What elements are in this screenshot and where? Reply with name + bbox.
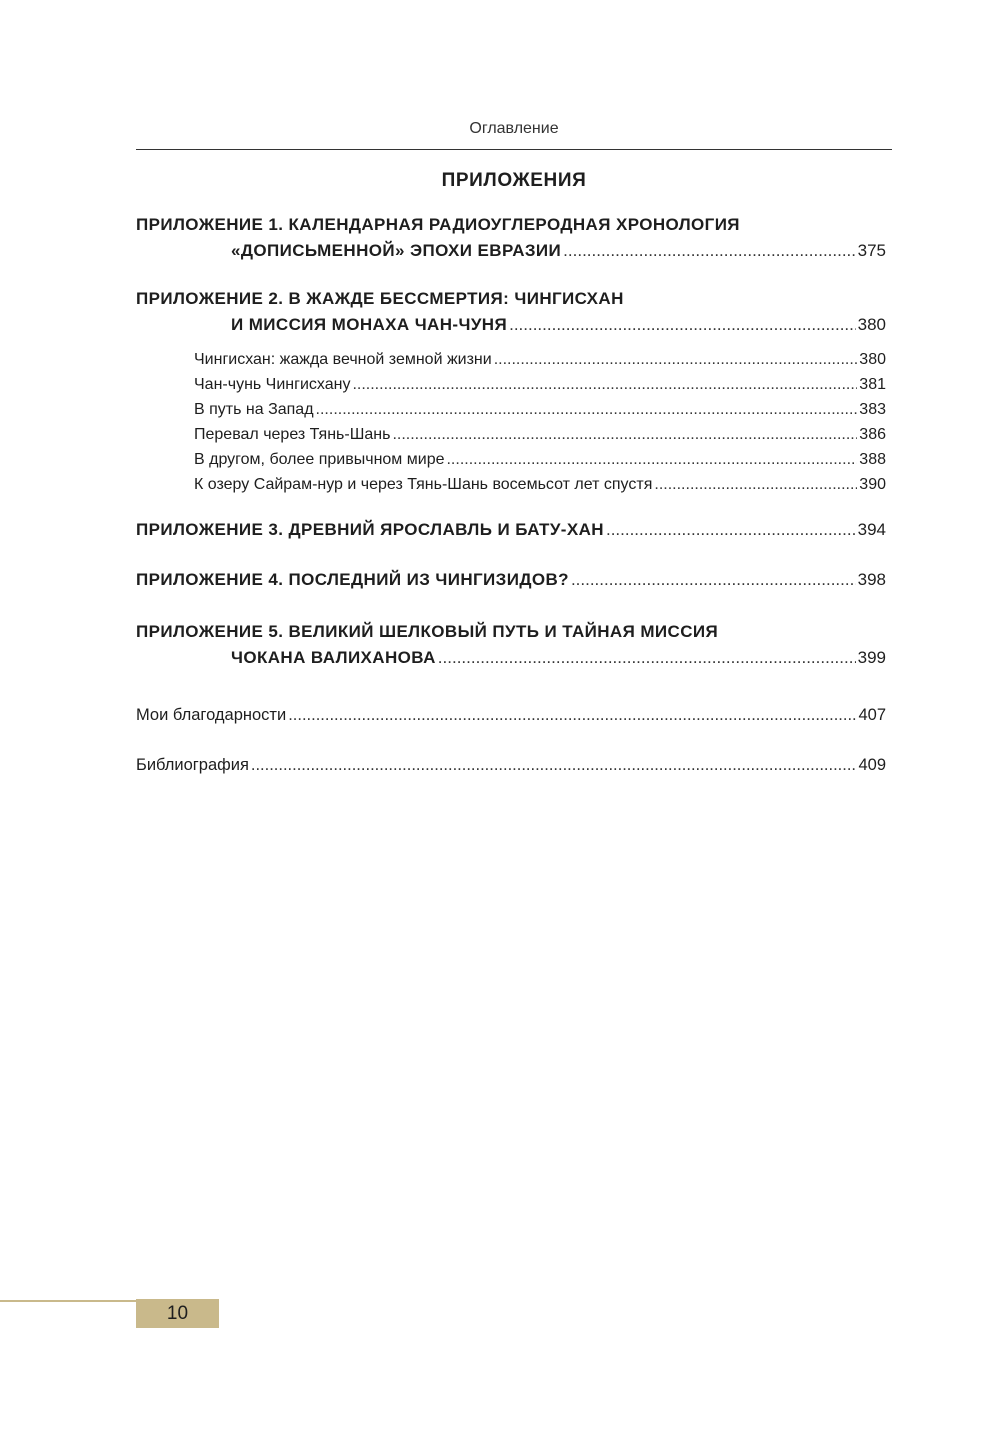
toc-subentry[interactable] [194, 422, 886, 447]
toc-subentry[interactable] [194, 447, 886, 472]
toc-appendix-2[interactable] [136, 286, 886, 338]
subentry-title: Чингисхан: жажда вечной земной жизни [194, 351, 492, 368]
page-number-badge: 10 [136, 1299, 219, 1328]
appendix-title: ПРИЛОЖЕНИЕ 3. ДРЕВНИЙ ЯРОСЛАВЛЬ И БАТУ-ХАН [136, 520, 604, 539]
toc-acknowledgements[interactable] [136, 703, 886, 728]
section-title: ПРИЛОЖЕНИЯ [441, 170, 587, 191]
page-number: 399 [857, 648, 886, 667]
page-number: 409 [858, 756, 886, 774]
leader-dots [446, 447, 857, 472]
toc-appendix-4[interactable] [136, 567, 886, 593]
toc-subentry[interactable] [194, 397, 886, 422]
toc-appendix-3[interactable] [136, 517, 886, 543]
subentry-title: Перевал через Тянь-Шань [194, 426, 391, 443]
page-number: 383 [859, 401, 886, 418]
toc-subentry[interactable] [194, 372, 886, 397]
leader-dots [352, 372, 857, 397]
leader-dots [606, 517, 856, 543]
page-number: 398 [857, 570, 886, 589]
entry-title: Библиография [136, 756, 249, 774]
page-number: 375 [857, 241, 886, 260]
appendix-title-line2: ЧОКАНА ВАЛИХАНОВА [231, 648, 436, 667]
appendix-title: ПРИЛОЖЕНИЕ 4. ПОСЛЕДНИЙ ИЗ ЧИНГИЗИДОВ? [136, 570, 569, 589]
subentry-title: В путь на Запад [194, 401, 314, 418]
page-number: 386 [859, 426, 886, 443]
page-number: 381 [859, 376, 886, 393]
leader-dots [392, 422, 857, 447]
subentry-title: В другом, более привычном мире [194, 451, 445, 468]
header-rule [136, 149, 892, 150]
subentry-title: Чан-чунь Чингисхану [194, 376, 351, 393]
leader-dots [654, 472, 857, 497]
appendix-title-line1: ПРИЛОЖЕНИЕ 2. В ЖАЖДЕ БЕССМЕРТИЯ: ЧИНГИСХАН [136, 289, 624, 308]
toc-appendix-1[interactable] [136, 212, 886, 264]
leader-dots [288, 703, 856, 728]
footer-accent-line [0, 1300, 136, 1302]
page-number: 380 [857, 315, 886, 334]
leader-dots [509, 312, 856, 338]
toc-subentry[interactable] [194, 472, 886, 497]
leader-dots [316, 397, 858, 422]
toc-subentry[interactable] [194, 347, 886, 372]
leader-dots [494, 347, 858, 372]
subentry-title: К озеру Сайрам-нур и через Тянь-Шань восемьсот лет спустя [194, 476, 653, 493]
page-number: 394 [857, 520, 886, 539]
appendix-title-line1: ПРИЛОЖЕНИЕ 1. КАЛЕНДАРНАЯ РАДИОУГЛЕРОДНАЯ ХРОНОЛОГИЯ [136, 215, 740, 234]
running-head: Оглавление [469, 120, 559, 137]
page-number: 380 [859, 351, 886, 368]
toc-bibliography[interactable] [136, 753, 886, 778]
toc-subentries [136, 347, 886, 497]
leader-dots [571, 567, 856, 593]
appendix-title-line2: И МИССИЯ МОНАХА ЧАН-ЧУНЯ [231, 315, 508, 334]
page-number: 407 [858, 706, 886, 724]
leader-dots [438, 645, 856, 671]
leader-dots [563, 238, 855, 264]
entry-title: Мои благодарности [136, 706, 287, 724]
appendix-title-line2: «ДОПИСЬМЕННОЙ» ЭПОХИ ЕВРАЗИИ [231, 241, 562, 260]
table-of-contents [136, 212, 886, 778]
page-number: 390 [859, 476, 886, 493]
appendix-title-line1: ПРИЛОЖЕНИЕ 5. ВЕЛИКИЙ ШЕЛКОВЫЙ ПУТЬ И ТАЙНАЯ МИССИЯ [136, 622, 719, 641]
toc-appendix-5[interactable] [136, 619, 886, 671]
leader-dots [251, 753, 857, 778]
page-number: 388 [859, 451, 886, 468]
